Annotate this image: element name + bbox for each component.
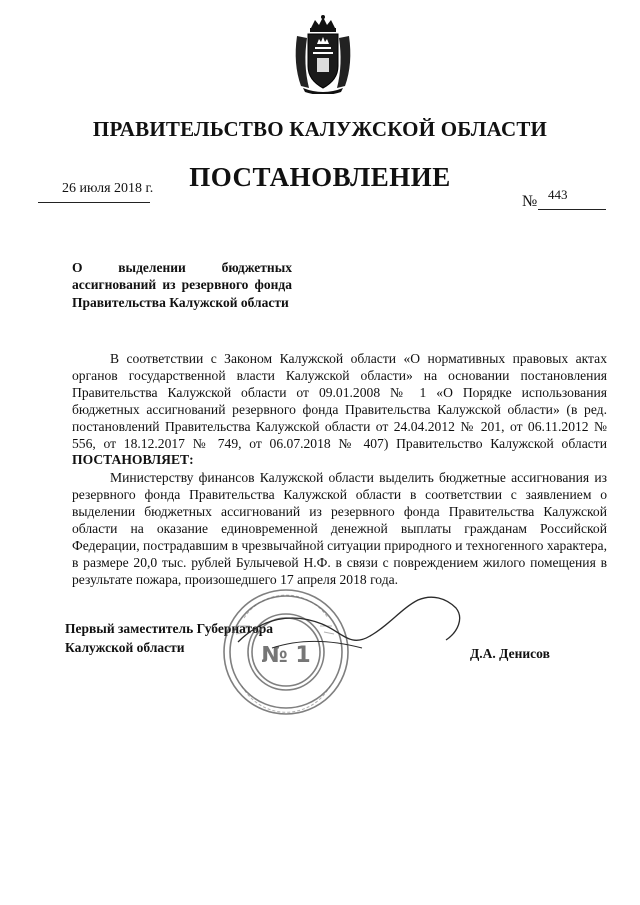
document-type-title: ПОСТАНОВЛЕНИЕ	[189, 162, 451, 192]
handwritten-signature-icon	[232, 578, 472, 678]
body-paragraph-1-text: В соответствии с Законом Калужской области «О нормативных правовых актах органов государственной власти Калужской области» на основании постановления Правительства Калужской области от 09.01.2008 № 1 «О Порядке использования бюджетных ассигнований резервного фонда Правительства Калужской области» (в ред. постановлений Правительства Калужской области от 24.04.2012 № 201, от 06.11.2012 № 556, от 18.12.2017 № 749, от 06.07.2018 № 407) Правительство Калужской области	[72, 351, 607, 451]
government-title: ПРАВИТЕЛЬСТВО КАЛУЖСКОЙ ОБЛАСТИ	[92, 117, 548, 141]
coat-of-arms-icon	[291, 14, 355, 94]
seal-number: № 1	[261, 643, 311, 668]
body-paragraph-2: Министерству финансов Калужской области выделить бюджетные ассигнования из резервного фонда Правительства Калужской области в соответствии с заявлением о выделении бюджетных ассигнований из резервного фонда Правительства Калужской области на оказание единовременной денежной выплаты гражданам Российской Федерации, пострадавшим в чрезвычайной ситуации природного и техногенного характера, в размере 20,0 тыс. рублей Булычевой Н.Ф. в связи с повреждением жилого помещения в результате пожара, произошедшего 17 апреля 2018 года.	[72, 470, 607, 587]
signatory-position-line2: Калужской области	[65, 640, 185, 655]
document-body	[72, 351, 607, 589]
signatory-position-line1: Первый заместитель Губернатора	[65, 621, 273, 636]
date-underline	[38, 202, 150, 203]
document-date: 26 июля 2018 г.	[62, 181, 154, 196]
document-subject: О выделении бюджетных ассигнований из резервного фонда Правительства Калужской области	[72, 260, 292, 310]
number-label: №	[522, 193, 538, 210]
document-number: 443	[548, 187, 568, 202]
body-paragraph-1	[72, 351, 607, 469]
number-underline	[538, 209, 606, 210]
signatory-name: Д.А. Денисов	[470, 646, 550, 661]
decree-word: ПОСТАНОВЛЯЕТ:	[72, 452, 194, 468]
